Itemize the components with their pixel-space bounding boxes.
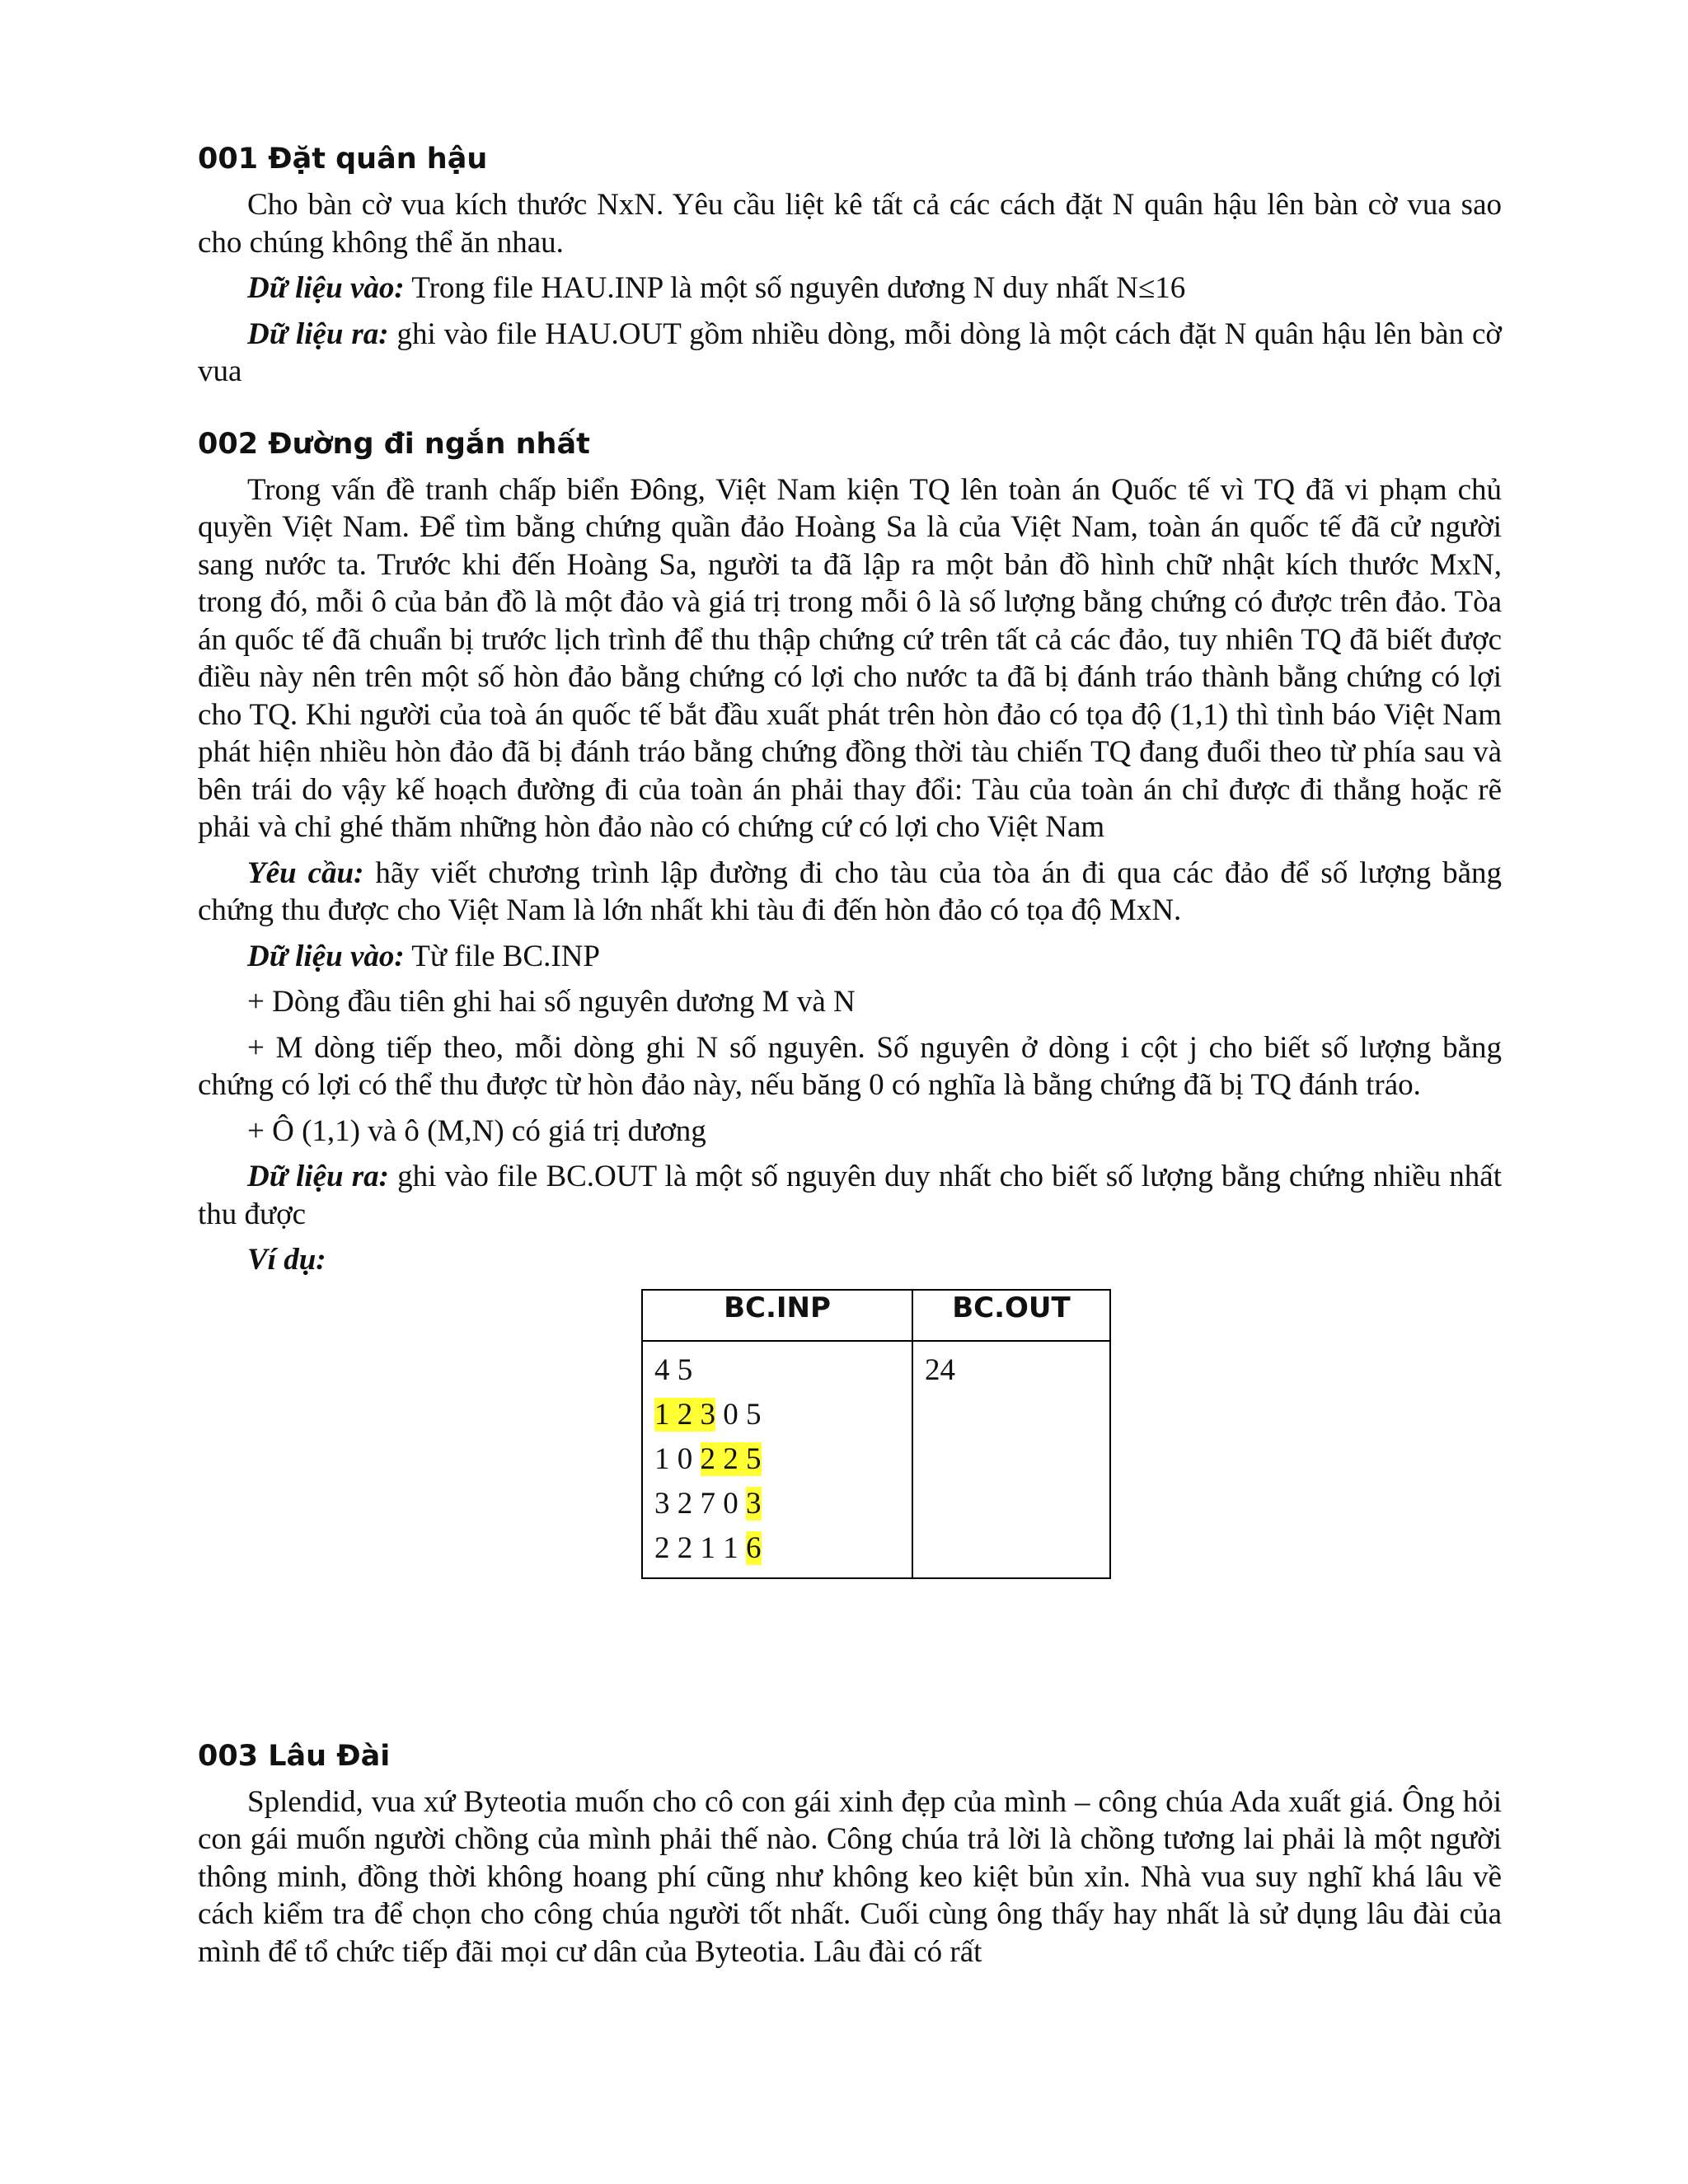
input-cell (642, 1341, 912, 1578)
example-label-line (198, 1241, 1502, 1279)
input-spec (198, 938, 1502, 976)
output-label: Dữ liệu ra: (247, 1160, 389, 1193)
highlighted-path: 3 (746, 1486, 762, 1521)
input-label: Dữ liệu vào: (247, 939, 405, 973)
section-title: 003 Lâu Đài (198, 1739, 391, 1773)
input-bullet: + Dòng đầu tiên ghi hai số nguyên dương M và N (247, 985, 856, 1019)
input-text: Trong file HAU.INP là một số nguyên dương N duy nhất N≤16 (404, 271, 1186, 305)
table-header-row (642, 1290, 1110, 1341)
output-label: Dữ liệu ra: (247, 316, 389, 351)
input-text: Từ file BC.INP (404, 939, 600, 973)
example-table (641, 1289, 1111, 1579)
highlighted-path: 2 2 5 (700, 1441, 762, 1476)
section-title: 002 Đường đi ngắn nhất (198, 427, 590, 461)
input-values: 2 2 1 1 (654, 1530, 746, 1565)
section-003 (198, 1737, 1502, 1971)
section-title: 001 Đặt quân hậu (198, 143, 488, 176)
requirement-label: Yêu cầu: (247, 855, 364, 890)
input-bullet: + M dòng tiếp theo, mỗi dòng ghi N số nguyên. Số nguyên ở dòng i cột j cho biết số lượng bằng chứng có lợi có thể thu được từ hòn đảo này, nếu băng 0 có nghĩa là bằng chứng đã bị TQ đánh tráo. (198, 1030, 1502, 1102)
output-value: 24 (925, 1352, 955, 1387)
output-text: ghi vào file HAU.OUT gồm nhiều dòng, mỗi dòng là một cách đặt N quân hậu lên bàn cờ vua (198, 316, 1502, 388)
input-values: 3 2 7 0 (654, 1486, 746, 1521)
input-line: 4 5 (654, 1352, 693, 1387)
output-spec (198, 1158, 1502, 1233)
input-line (654, 1526, 900, 1571)
spacer (198, 1614, 1502, 1737)
header-bc-inp: BC.INP (642, 1290, 912, 1341)
paragraph: Splendid, vua xứ Byteotia muốn cho cô con gái xinh đẹp của mình – công chúa Ada xuất giá. Ông hỏi con gái muốn người chồng của mình phải thế nào. Công chúa trả lời là chồng tương lai phải là một người thông minh, đồng thời không hoang phí cũng như không keo kiệt bủn xỉn. Nhà vua suy nghĩ khá lâu về cách kiểm tra để chọn cho công chúa người tốt nhất. Cuối cùng ông thấy hay nhất là sử dụng lâu đài của mình để tổ chức tiếp đãi mọi cư dân của Byteotia. Lâu đài có rất (198, 1784, 1502, 1969)
paragraph: Trong vấn đề tranh chấp biển Đông, Việt Nam kiện TQ lên toàn án Quốc tế vì TQ đã vi phạm chủ quyền Việt Nam. Để tìm bằng chứng quần đảo Hoàng Sa là của Việt Nam, toàn án quốc tế đã cử người sang nước ta. Trước khi đến Hoàng Sa, người ta đã lập ra một bản đồ hình chữ nhật kích thước MxN, trong đó, mỗi ô của bản đồ là một đảo và giá trị trong mỗi ô là số lượng bằng chứng có được trên đảo. Tòa án quốc tế đã chuẩn bị trước lịch trình để thu thập chứng cứ trên tất cả các đảo, tuy nhiên TQ đã biết được điều này nên trên một số hòn đảo bằng chứng có lợi cho nước ta đã bị đánh tráo thành bằng chứng có lợi cho TQ. Khi người của toà án quốc tế bắt đầu xuất phát trên hòn đảo có tọa độ (1,1) thì tình báo Việt Nam phát hiện nhiều hòn đảo đã bị đánh tráo bằng chứng đồng thời tàu chiến TQ đang đuổi theo từ phía sau và bên trái do vậy kế hoạch đường đi của toàn án phải thay đổi: Tàu của toàn án chỉ được đi thẳng hoặc rẽ phải và chỉ ghé thăm những hòn đảo nào có chứng cứ có lợi cho Việt Nam (198, 472, 1502, 844)
input-line (654, 1393, 900, 1437)
header-bc-out: BC.OUT (912, 1290, 1110, 1341)
input-bullet: + Ô (1,1) và ô (M,N) có giá trị dương (247, 1113, 706, 1148)
input-label: Dữ liệu vào: (247, 271, 405, 305)
output-cell (912, 1341, 1110, 1578)
input-line (654, 1482, 900, 1526)
example-label: Ví dụ: (247, 1243, 326, 1277)
document-page (198, 140, 1502, 2005)
section-001 (198, 140, 1502, 391)
input-line (654, 1437, 900, 1482)
paragraph: Cho bàn cờ vua kích thước NxN. Yêu cầu liệt kê tất cả các cách đặt N quân hậu lên bàn cờ vua sao cho chúng không thể ăn nhau. (198, 188, 1502, 260)
table-row (642, 1341, 1110, 1578)
highlighted-path: 6 (746, 1530, 762, 1565)
input-values: 1 0 (654, 1441, 701, 1476)
input-spec (198, 269, 1502, 307)
output-text: ghi vào file BC.OUT là một số nguyên duy nhất cho biết số lượng bằng chứng nhiều nhất thu được (198, 1160, 1503, 1231)
output-spec (198, 316, 1502, 391)
input-values: 0 5 (715, 1397, 762, 1432)
highlighted-path: 1 2 3 (654, 1397, 715, 1432)
requirement-text: hãy viết chương trình lập đường đi cho tàu của tòa án đi qua các đảo để số lượng bằng chứng thu được cho Việt Nam là lớn nhất khi tàu đi đến hòn đảo có tọa độ MxN. (198, 855, 1502, 927)
section-002 (198, 425, 1502, 1579)
requirement-spec (198, 855, 1502, 930)
